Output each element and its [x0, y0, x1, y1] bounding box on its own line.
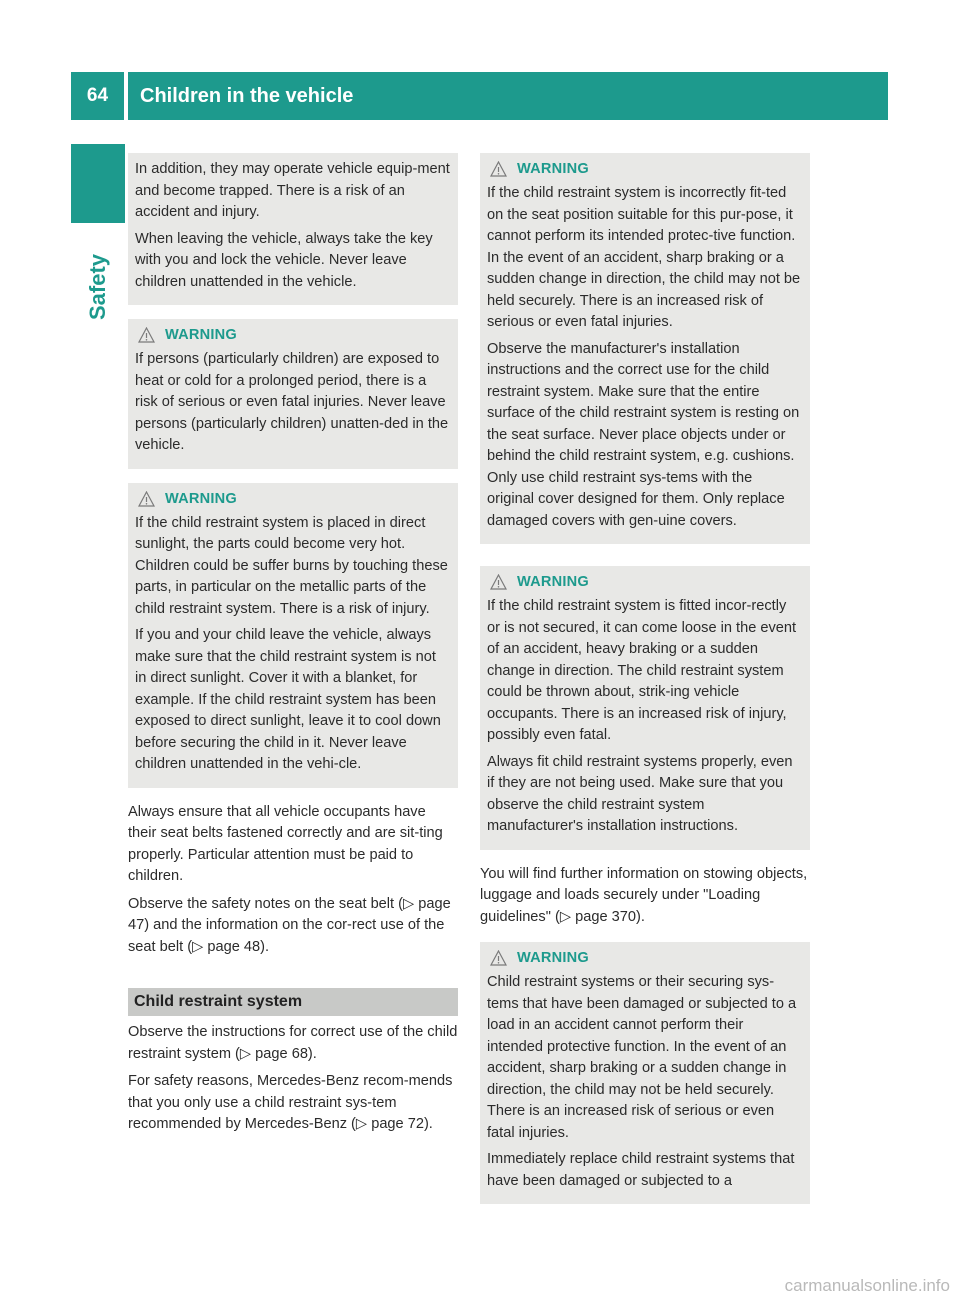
paragraph: Always fit child restraint systems properly, even if they are not being used. Make sure that you observe the child restraint system manufacturer's installation instructions. [487, 753, 793, 834]
paragraph: If the child restraint system is placed in direct sunlight, the parts could become very hot. Children could be suffer burns by touching these parts, in particular on the metallic parts of the child restraint system. There is a risk of injury. [135, 514, 448, 617]
warning-triangle-icon [138, 491, 155, 507]
warning-box [480, 153, 810, 544]
chapter-title: Children in the vehicle [128, 72, 888, 120]
warning-box [480, 942, 810, 1204]
warning-label: WARNING [165, 327, 237, 343]
section-heading: Child restraint system [128, 988, 458, 1016]
paragraph: Always ensure that all vehicle occupants have their seat belts fastened correctly and are sit-ting properly. Particular attention must be paid to children. [128, 803, 443, 884]
paragraph: When leaving the vehicle, always take the key with you and lock the vehicle. Never leave children unattended in the vehicle. [135, 230, 433, 290]
warning-box [128, 483, 458, 788]
side-tab [80, 232, 116, 342]
left-column [128, 153, 458, 1142]
info-box [128, 153, 458, 305]
warning-label: WARNING [517, 950, 589, 966]
warning-triangle-icon [490, 574, 507, 590]
paragraph: Immediately replace child restraint systems that have been damaged or subjected to a [487, 1151, 795, 1189]
paragraph: Observe the instructions for correct use of the child restraint system (▷ page 68). [128, 1024, 458, 1062]
warning-header [490, 161, 803, 177]
paragraph: If persons (particularly children) are exposed to heat or cold for a prolonged period, there is a risk of serious or even fatal injuries. Never leave persons (particularly children) unatten-ded in the vehicle. [135, 351, 449, 453]
warning-triangle-icon [490, 950, 507, 966]
paragraph: If you and your child leave the vehicle, always make sure that the child restraint system is not in direct sunlight. Cover it with a blanket, for example. If the child restraint system has been exposed to direct sunlight, leave it to cool down before securing the child in it. Never leave children unattended in the vehi-cle. [135, 627, 441, 772]
paragraph: You will find further information on stowing objects, luggage and loads securely under "Loading guidelines" (▷ page 370). [480, 865, 808, 925]
watermark: carmanualsonline.info [784, 1276, 950, 1295]
warning-triangle-icon [490, 161, 507, 177]
paragraph: If the child restraint system is incorrectly fit-ted on the seat position suitable for this pur-pose, it cannot perform its intended protec-tive function. In the event of an accident, sharp braking or a sudden change in direction, the child may not be held securely. There is an increased risk of serious or even fatal injuries. [487, 185, 801, 330]
paragraph: For safety reasons, Mercedes-Benz recom-mends that you only use a child restraint sys-tem recommended by Mercedes-Benz (▷ page 72). [128, 1073, 453, 1132]
side-tab-label: Safety [85, 253, 111, 321]
paragraph: If the child restraint system is fitted incor-rectly or is not secured, it can come loose in the event of an accident, heavy braking or a sudden change in direction. The child restraint system could be thrown about, strik-ing vehicle occupants. There is an increased risk of injury, possibly even fatal. [487, 598, 797, 743]
paragraph: Child restraint systems or their securing sys-tems that have been damaged or subjected to a load in an accident cannot perform their intended protective function. In the event of an accident, sharp braking or a sudden change in direction, the child may not be held securely. There is an increased risk of serious or even fatal injuries. [487, 974, 797, 1141]
side-tab-marker [71, 144, 125, 223]
warning-header [490, 574, 803, 590]
warning-header [490, 950, 803, 966]
warning-label: WARNING [165, 490, 237, 507]
paragraph: In addition, they may operate vehicle equip-ment and become trapped. There is a risk of an accident and injury. [135, 161, 450, 220]
right-column [480, 153, 810, 1218]
paragraph: Observe the safety notes on the seat belt (▷ page 47) and the information on the cor-rect use of the seat belt (▷ page 48). [128, 895, 451, 955]
paragraph: Observe the manufacturer's installation instructions and the correct use for the child restraint system. Make sure that the entire surface of the child restraint system is resting on the seat surface. Never place objects under or behind the child restraint system, e.g. cushions. Only use child restraint sys-tems with the original cover designed for them. Only replace damaged covers with gen-uine covers. [487, 340, 800, 529]
warning-header [138, 327, 451, 343]
warning-box [128, 319, 458, 469]
warning-label: WARNING [517, 161, 589, 177]
warning-box [480, 566, 810, 850]
warning-header [138, 491, 451, 507]
warning-label: WARNING [517, 574, 589, 590]
page-number: 64 [71, 72, 124, 120]
warning-triangle-icon [138, 327, 155, 343]
